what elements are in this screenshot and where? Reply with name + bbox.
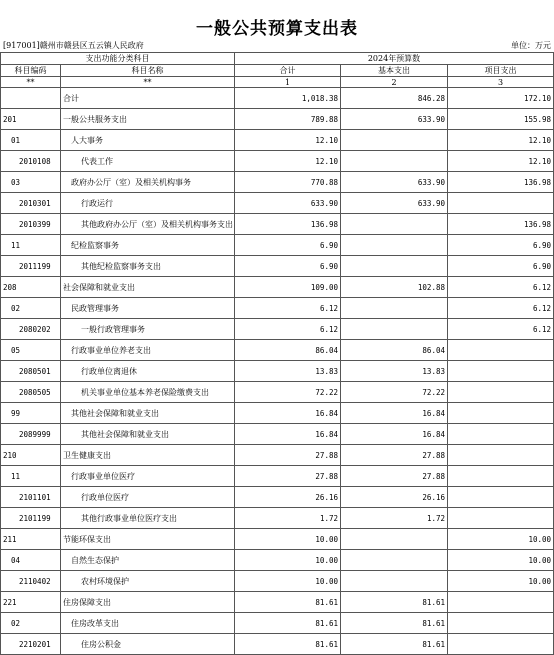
row-name: 纪检监察事务 — [61, 235, 235, 256]
row-code: 2101101 — [1, 487, 61, 508]
row-project — [448, 487, 554, 508]
row-code: 210 — [1, 445, 61, 466]
row-project: 155.98 — [448, 109, 554, 130]
row-project — [448, 403, 554, 424]
row-name: 行政单位离退休 — [61, 361, 235, 382]
table-row — [1, 487, 554, 508]
row-project — [448, 361, 554, 382]
table-row — [1, 445, 554, 466]
row-name: 行政事业单位医疗 — [61, 466, 235, 487]
table-row — [1, 634, 554, 655]
row-project — [448, 382, 554, 403]
row-code: 2101199 — [1, 508, 61, 529]
row-total: 136.98 — [235, 214, 341, 235]
row-project — [448, 613, 554, 634]
row-total: 6.12 — [235, 298, 341, 319]
row-project — [448, 592, 554, 613]
table-row — [1, 361, 554, 382]
row-name: 节能环保支出 — [61, 529, 235, 550]
row-name: 行政单位医疗 — [61, 487, 235, 508]
row-name: 一般公共服务支出 — [61, 109, 235, 130]
row-name: 住房公积金 — [61, 634, 235, 655]
row-code: 221 — [1, 592, 61, 613]
index-total: 1 — [235, 77, 341, 88]
row-total: 789.88 — [235, 109, 341, 130]
row-project: 10.00 — [448, 571, 554, 592]
table-row — [1, 319, 554, 340]
table-row — [1, 550, 554, 571]
row-project: 6.90 — [448, 256, 554, 277]
row-basic: 86.04 — [341, 340, 448, 361]
row-basic — [341, 235, 448, 256]
row-basic: 16.84 — [341, 424, 448, 445]
row-project — [448, 340, 554, 361]
row-name: 一般行政管理事务 — [61, 319, 235, 340]
row-code: 2010399 — [1, 214, 61, 235]
table-row — [1, 193, 554, 214]
row-basic: 13.83 — [341, 361, 448, 382]
row-code: 05 — [1, 340, 61, 361]
row-total: 27.88 — [235, 466, 341, 487]
row-name: 机关事业单位基本养老保险缴费支出 — [61, 382, 235, 403]
row-basic: 81.61 — [341, 592, 448, 613]
row-name: 行政运行 — [61, 193, 235, 214]
row-total: 10.00 — [235, 529, 341, 550]
table-row — [1, 508, 554, 529]
row-project: 6.12 — [448, 277, 554, 298]
row-name: 其他政府办公厅（室）及相关机构事务支出 — [61, 214, 235, 235]
table-row — [1, 172, 554, 193]
row-code: 201 — [1, 109, 61, 130]
row-total: 81.61 — [235, 613, 341, 634]
table-row — [1, 382, 554, 403]
row-basic: 27.88 — [341, 466, 448, 487]
table-row — [1, 298, 554, 319]
row-project — [448, 634, 554, 655]
row-total: 81.61 — [235, 634, 341, 655]
row-project: 6.12 — [448, 319, 554, 340]
row-code: 2110402 — [1, 571, 61, 592]
row-basic: 16.84 — [341, 403, 448, 424]
row-basic — [341, 571, 448, 592]
row-basic — [341, 319, 448, 340]
table-row — [1, 340, 554, 361]
row-total: 16.84 — [235, 424, 341, 445]
organization-label: [917001]赣州市赣县区五云镇人民政府 — [3, 41, 144, 50]
budget-table — [0, 52, 554, 655]
row-name: 其他社会保障和就业支出 — [61, 403, 235, 424]
row-total: 6.90 — [235, 256, 341, 277]
row-name: 人大事务 — [61, 130, 235, 151]
table-row — [1, 613, 554, 634]
row-code: 11 — [1, 466, 61, 487]
row-name: 社会保障和就业支出 — [61, 277, 235, 298]
row-code: 2080501 — [1, 361, 61, 382]
row-code — [1, 88, 61, 109]
row-code: 01 — [1, 130, 61, 151]
row-total: 27.88 — [235, 445, 341, 466]
page-title: 一般公共预算支出表 — [196, 19, 358, 39]
row-total: 10.00 — [235, 571, 341, 592]
table-row — [1, 256, 554, 277]
row-code: 2080505 — [1, 382, 61, 403]
table-row — [1, 130, 554, 151]
header-basic: 基本支出 — [341, 65, 448, 77]
row-code: 2080202 — [1, 319, 61, 340]
row-total: 12.10 — [235, 130, 341, 151]
index-name: ** — [61, 77, 235, 88]
row-name: 代表工作 — [61, 151, 235, 172]
row-name: 住房保障支出 — [61, 592, 235, 613]
row-code: 11 — [1, 235, 61, 256]
row-basic: 633.90 — [341, 193, 448, 214]
row-basic: 81.61 — [341, 634, 448, 655]
row-project: 172.10 — [448, 88, 554, 109]
row-project — [448, 193, 554, 214]
row-code: 99 — [1, 403, 61, 424]
row-basic — [341, 256, 448, 277]
row-project: 10.00 — [448, 550, 554, 571]
row-code: 03 — [1, 172, 61, 193]
row-name: 农村环境保护 — [61, 571, 235, 592]
row-code: 02 — [1, 613, 61, 634]
row-name: 合计 — [61, 88, 235, 109]
row-project — [448, 466, 554, 487]
row-code: 211 — [1, 529, 61, 550]
row-total: 13.83 — [235, 361, 341, 382]
table-row — [1, 571, 554, 592]
row-basic: 633.90 — [341, 172, 448, 193]
row-code: 2011199 — [1, 256, 61, 277]
row-basic — [341, 298, 448, 319]
row-project: 6.90 — [448, 235, 554, 256]
row-basic: 26.16 — [341, 487, 448, 508]
row-total: 1,018.38 — [235, 88, 341, 109]
row-name: 其他社会保障和就业支出 — [61, 424, 235, 445]
table-row — [1, 88, 554, 109]
table-row — [1, 529, 554, 550]
row-name: 住房改革支出 — [61, 613, 235, 634]
row-project: 136.98 — [448, 172, 554, 193]
row-project — [448, 445, 554, 466]
row-basic: 846.28 — [341, 88, 448, 109]
row-basic: 1.72 — [341, 508, 448, 529]
row-name: 卫生健康支出 — [61, 445, 235, 466]
row-name: 其他行政事业单位医疗支出 — [61, 508, 235, 529]
row-total: 81.61 — [235, 592, 341, 613]
table-row — [1, 151, 554, 172]
header-total: 合计 — [235, 65, 341, 77]
row-name: 其他纪检监察事务支出 — [61, 256, 235, 277]
row-code: 2089999 — [1, 424, 61, 445]
table-row — [1, 424, 554, 445]
row-total: 10.00 — [235, 550, 341, 571]
row-project: 6.12 — [448, 298, 554, 319]
table-row — [1, 403, 554, 424]
table-row — [1, 235, 554, 256]
row-basic: 72.22 — [341, 382, 448, 403]
row-total: 6.90 — [235, 235, 341, 256]
row-basic: 102.88 — [341, 277, 448, 298]
row-project — [448, 424, 554, 445]
row-code: 2210201 — [1, 634, 61, 655]
unit-label: 单位：万元 — [511, 41, 551, 50]
row-total: 770.88 — [235, 172, 341, 193]
row-project — [448, 508, 554, 529]
row-project: 12.10 — [448, 151, 554, 172]
row-total: 1.72 — [235, 508, 341, 529]
header-group-function-class: 支出功能分类科目 — [1, 53, 235, 65]
row-basic — [341, 130, 448, 151]
row-total: 16.84 — [235, 403, 341, 424]
row-code: 04 — [1, 550, 61, 571]
row-code: 02 — [1, 298, 61, 319]
row-total: 6.12 — [235, 319, 341, 340]
table-row — [1, 592, 554, 613]
row-basic — [341, 550, 448, 571]
row-basic — [341, 214, 448, 235]
row-project: 136.98 — [448, 214, 554, 235]
row-basic: 27.88 — [341, 445, 448, 466]
row-project: 12.10 — [448, 130, 554, 151]
row-total: 72.22 — [235, 382, 341, 403]
row-basic — [341, 529, 448, 550]
row-basic — [341, 151, 448, 172]
index-basic: 2 — [341, 77, 448, 88]
row-name: 行政事业单位养老支出 — [61, 340, 235, 361]
row-project: 10.00 — [448, 529, 554, 550]
index-code: ** — [1, 77, 61, 88]
row-total: 12.10 — [235, 151, 341, 172]
header-group-budget-year: 2024年预算数 — [235, 53, 554, 65]
row-code: 208 — [1, 277, 61, 298]
header-code: 科目编码 — [1, 65, 61, 77]
row-total: 26.16 — [235, 487, 341, 508]
row-total: 86.04 — [235, 340, 341, 361]
row-name: 自然生态保护 — [61, 550, 235, 571]
row-basic: 633.90 — [341, 109, 448, 130]
row-total: 633.90 — [235, 193, 341, 214]
table-row — [1, 214, 554, 235]
table-row — [1, 466, 554, 487]
row-code: 2010108 — [1, 151, 61, 172]
row-name: 政府办公厅（室）及相关机构事务 — [61, 172, 235, 193]
row-name: 民政管理事务 — [61, 298, 235, 319]
header-project: 项目支出 — [448, 65, 554, 77]
table-row — [1, 277, 554, 298]
header-name: 科目名称 — [61, 65, 235, 77]
index-project: 3 — [448, 77, 554, 88]
row-basic: 81.61 — [341, 613, 448, 634]
table-row — [1, 109, 554, 130]
row-total: 109.00 — [235, 277, 341, 298]
row-code: 2010301 — [1, 193, 61, 214]
